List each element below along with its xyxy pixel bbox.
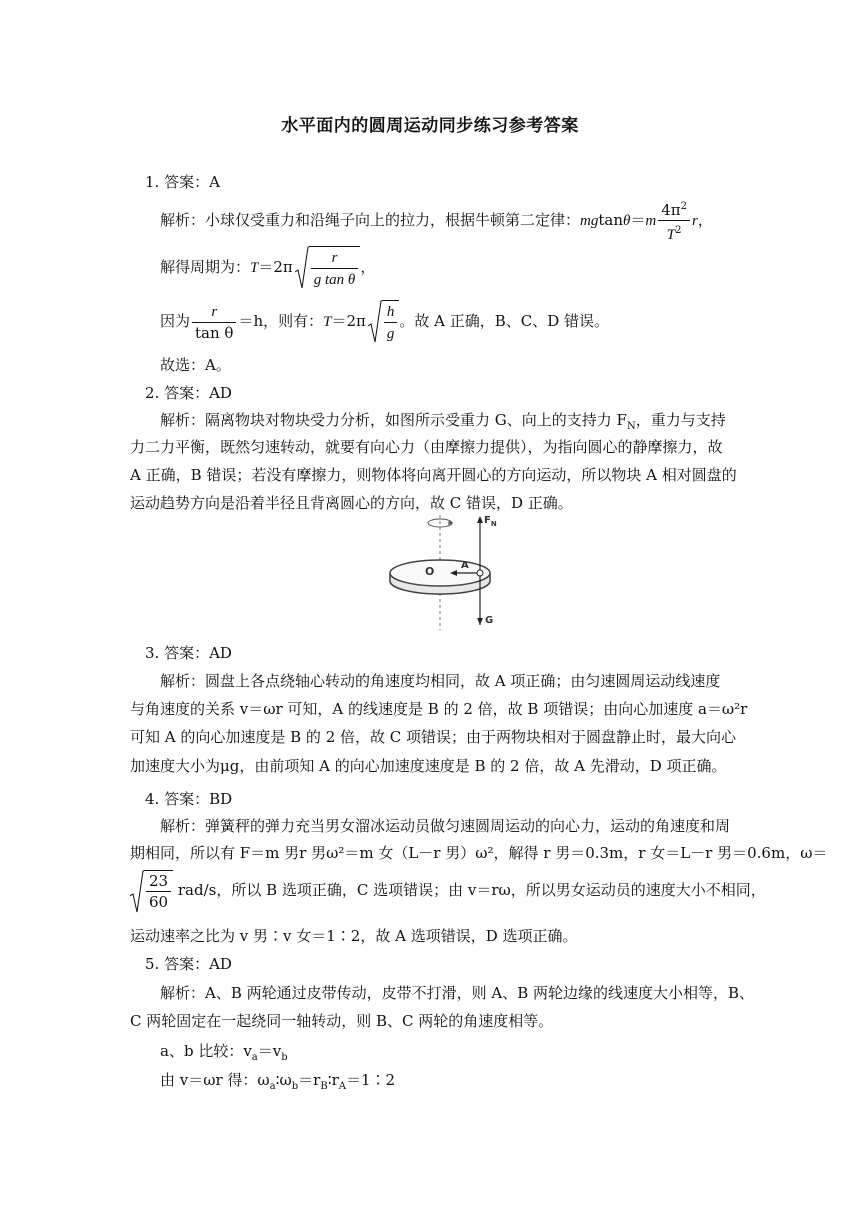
- q1-two-pi: ＝2π: [258, 258, 293, 276]
- q5-line3-mid: ＝v: [257, 1042, 282, 1060]
- q2-line1-end: ，重力与支持: [635, 411, 726, 429]
- q4-line3: [130, 870, 766, 912]
- fig-fn: F: [484, 515, 491, 526]
- q1-r: r: [692, 213, 698, 229]
- q2-line4: 运动趋势方向是沿着半径且背离圆心的方向，故 C 错误，D 正确。: [130, 494, 573, 512]
- q1-sqrt2-den: g: [386, 326, 395, 342]
- q1-fraction: [658, 197, 690, 245]
- page-title: 水平面内的圆周运动同步练习参考答案: [281, 116, 579, 136]
- q1-conclusion: 。故 A 正确，B、C、D 错误。: [399, 312, 610, 330]
- q1-frac2: [192, 301, 236, 343]
- q3-answer: 3. 答案：AD: [145, 644, 232, 662]
- q1-frac2-num: r: [211, 304, 218, 320]
- q1-answer: 1. 答案：A: [145, 173, 220, 191]
- q5-line4-t1: ∶ω: [275, 1071, 292, 1089]
- q5-line4-t3: ∶r: [327, 1071, 339, 1089]
- q1-sqrt2-num: h: [386, 304, 395, 320]
- q3-line1: 解析：圆盘上各点绕轴心转动的角速度均相同，故 A 项正确；由匀速圆周运动线速度: [160, 672, 721, 690]
- q1-frac2-den: tan θ: [195, 324, 234, 342]
- q2-line1-sub: N: [626, 421, 636, 432]
- q1-analysis: [160, 197, 713, 245]
- q1-frac-num-sup: 2: [680, 201, 688, 212]
- q1-frac-den: T: [666, 227, 676, 243]
- q1-period-prefix: 解得周期为：: [160, 258, 251, 276]
- q2-answer: 2. 答案：AD: [145, 384, 232, 402]
- q3-line3: 可知 A 的向心加速度是 B 的 2 倍，故 C 项错误；由于两物块相对于圆盘静止时，最大向心: [130, 728, 737, 746]
- q5-line4-t2: ＝r: [298, 1071, 321, 1089]
- q1-frac-den-sup: 2: [675, 225, 682, 236]
- q4-line1: 解析：弹簧秤的弹力充当男女溜冰运动员做匀速圆周运动的向心力，运动的角速度和周: [160, 817, 731, 835]
- sqrt-radical-icon: [130, 870, 144, 914]
- q5-line4-s3: B: [320, 1081, 328, 1092]
- q4-line3-text: rad/s，所以 B 选项正确，C 选项错误；由 v＝rω，所以男女运动员的速度大小不相同，: [177, 881, 766, 899]
- q1-m: m: [645, 213, 657, 229]
- q5-line4-text: 由 v＝ωr 得：ω: [160, 1071, 270, 1089]
- q4-line4: 运动速率之比为 v 男∶v 女＝1∶2，故 A 选项错误，D 选项正确。: [130, 927, 578, 945]
- q5-line4-t4: ＝1∶2: [346, 1071, 396, 1089]
- q1-because-label: 因为: [160, 312, 191, 330]
- fig-fn-sub: N: [490, 520, 497, 528]
- q5-line2: C 两轮固定在一起绕同一轴转动，则 B、C 两轮的角速度相等。: [130, 1012, 554, 1030]
- q5-line4-s1: a: [269, 1081, 276, 1092]
- q1-analysis-prefix: 解析：小球仅受重力和沿绳子向上的拉力，根据牛顿第二定律：: [160, 211, 581, 229]
- q1-choose: 故选：A。: [160, 356, 231, 374]
- rotating-disk-diagram: [385, 515, 515, 630]
- q5-line3-sub2: b: [281, 1052, 288, 1063]
- q5-line3-sub1: a: [251, 1052, 258, 1063]
- q5-answer: 5. 答案：AD: [145, 955, 232, 973]
- q4-answer: 4. 答案：BD: [145, 790, 233, 808]
- q2-line1-text: 解析：隔离物块对物块受力分析，如图所示受重力 G、向上的支持力 F: [160, 411, 627, 429]
- q1-because: [160, 300, 609, 344]
- q5-line4: [160, 1070, 395, 1097]
- sqrt-radical-icon: [295, 246, 309, 290]
- q2-line2: 力二力平衡，既然匀速转动，就要有向心力（由摩擦力提供），为指向圆心的静摩擦力，故: [130, 438, 723, 456]
- q4-sqrt: [130, 870, 173, 912]
- q4-sqrt-num: 23: [146, 871, 171, 892]
- q1-eq-mid: ＝: [630, 211, 646, 229]
- q3-line4: 加速度大小为μg，由前项知 A 的向心加速度速度是 B 的 2 倍，故 A 先滑动，D 项正确。: [130, 757, 727, 775]
- q5-line3: [160, 1041, 288, 1068]
- q2-line1: [160, 410, 726, 437]
- q3-line2: 与角速度的关系 v＝ωr 可知，A 的线速度是 B 的 2 倍，故 B 项错误；由向心加速度 a＝ω²r: [130, 700, 748, 718]
- q5-line3-text: a、b 比较：v: [160, 1042, 252, 1060]
- fig-label-a: A: [461, 560, 469, 571]
- q4-line2: 期相同，所以有 F＝m 男r 男ω²＝m 女（L－r 男）ω²，解得 r 男＝0.3m，r 女＝L－r 男＝0.6m，ω＝: [130, 844, 828, 862]
- q1-comma: ，: [697, 211, 713, 229]
- q5-line4-s4: A: [338, 1081, 347, 1092]
- q1-eq-h: ＝h，则有：: [238, 312, 324, 330]
- fig-label-o: O: [425, 565, 435, 578]
- q1-two-pi2: ＝2π: [331, 312, 366, 330]
- q1-T2: T: [323, 314, 332, 330]
- q1-eq-lhs: mg: [580, 213, 599, 229]
- q1-frac-num: 4π: [661, 201, 681, 219]
- q1-theta: θ: [623, 213, 631, 229]
- q1-T: T: [250, 260, 259, 276]
- q2-line3: A 正确，B 错误；若没有摩擦力，则物体将向离开圆心的方向运动，所以物块 A 相对圆盘的: [130, 466, 737, 484]
- q1-period: [160, 246, 375, 290]
- fig-label-fn: [484, 515, 497, 528]
- q1-sqrt: [295, 246, 361, 290]
- q1-sqrt-num: r: [331, 250, 338, 266]
- q4-sqrt-den: 60: [149, 893, 169, 911]
- q1-sqrt-den: g tan θ: [313, 272, 356, 288]
- q5-line4-s2: b: [291, 1081, 299, 1092]
- q1-tan: tan: [598, 211, 623, 229]
- q5-line1: 解析：A、B 两轮通过皮带传动，皮带不打滑，则 A、B 两轮边缘的线速度大小相等，B、: [160, 984, 755, 1002]
- disk-force-figure: [385, 515, 515, 634]
- q1-period-suffix: ，: [360, 258, 376, 276]
- sqrt-radical-icon: [368, 300, 382, 344]
- q1-sqrt2: [368, 300, 400, 344]
- fig-label-g: G: [485, 615, 494, 626]
